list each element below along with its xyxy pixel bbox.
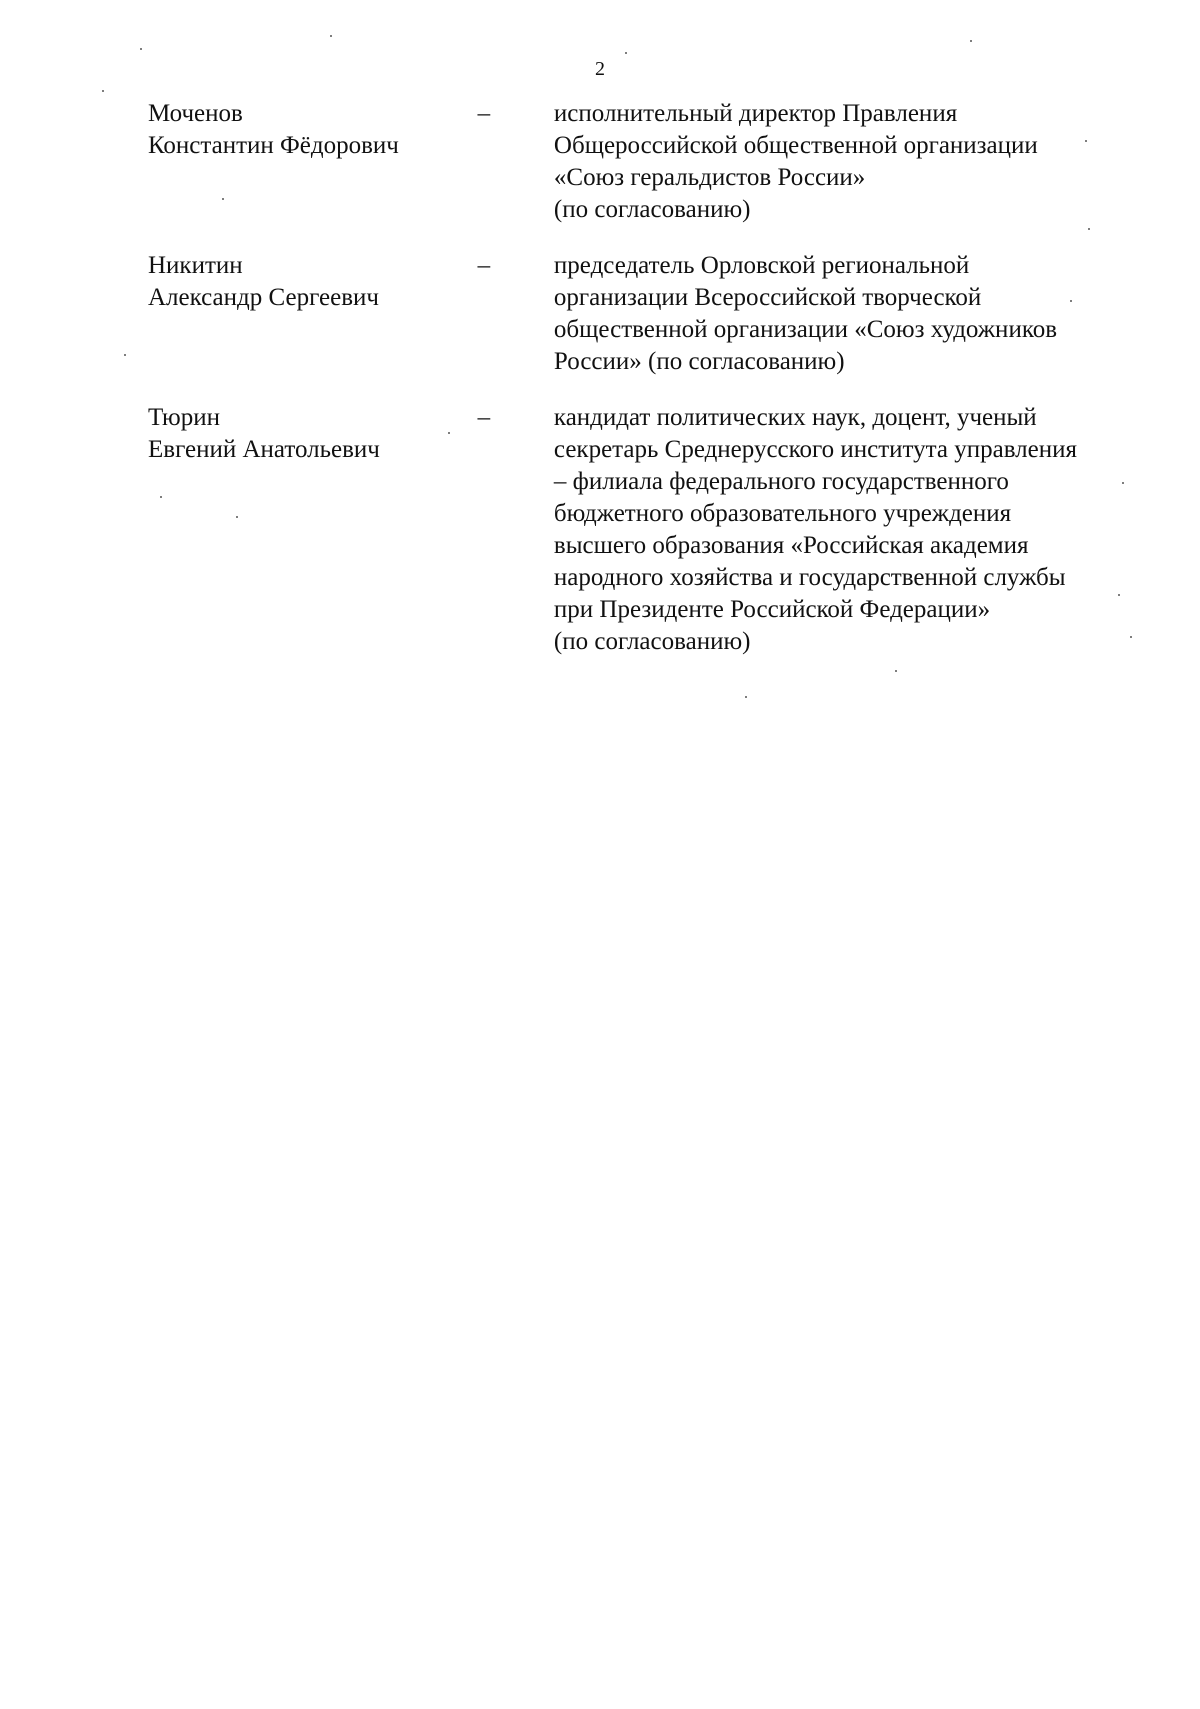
member-description xyxy=(554,250,1128,378)
member-entry xyxy=(148,402,1128,658)
member-given-names: Константин Фёдорович xyxy=(148,132,399,159)
member-name xyxy=(148,250,457,314)
member-list xyxy=(148,98,1128,658)
description-line: высшего образования «Российская академия xyxy=(553,532,1029,559)
description-line: бюджетного образовательного учреждения xyxy=(553,500,1012,527)
scan-speck xyxy=(1070,300,1072,302)
description-line: (по согласованию) xyxy=(553,196,751,223)
member-surname: Никитин xyxy=(148,252,243,279)
member-entry xyxy=(148,98,1128,226)
description-line: России» (по согласованию) xyxy=(553,348,845,375)
scan-speck xyxy=(160,496,162,498)
member-description xyxy=(554,402,1128,658)
scan-speck xyxy=(140,48,142,50)
scan-speck xyxy=(745,696,747,698)
description-line: (по согласованию) xyxy=(553,628,751,655)
page-number: 2 xyxy=(595,58,605,80)
scan-speck xyxy=(625,52,627,54)
description-line: кандидат политических наук, доцент, ученый xyxy=(553,404,1037,431)
description-line: Общероссийской общественной организации xyxy=(553,132,1038,159)
member-surname: Тюрин xyxy=(148,404,220,431)
member-given-names: Александр Сергеевич xyxy=(148,284,379,311)
scan-speck xyxy=(102,90,104,92)
member-description xyxy=(554,98,1128,226)
entry-dash: – xyxy=(477,252,491,279)
entry-dash: – xyxy=(477,100,491,127)
scan-speck xyxy=(124,354,126,356)
scan-speck xyxy=(222,198,224,200)
scan-speck xyxy=(1088,228,1090,230)
scan-speck xyxy=(448,432,450,434)
description-line: при Президенте Российской Федерации» xyxy=(553,596,991,623)
description-line: председатель Орловской региональной xyxy=(553,252,970,279)
scan-speck xyxy=(236,516,238,518)
member-name xyxy=(148,98,457,162)
scan-speck xyxy=(895,670,897,672)
scan-speck xyxy=(330,35,332,37)
member-entry xyxy=(148,250,1128,378)
description-line: – филиала федерального государственного xyxy=(553,468,1009,495)
scan-speck xyxy=(1085,140,1087,142)
scan-speck xyxy=(1130,636,1132,638)
member-given-names: Евгений Анатольевич xyxy=(148,436,380,463)
scan-speck xyxy=(1118,594,1120,596)
description-line: организации Всероссийской творческой xyxy=(553,284,982,311)
scan-speck xyxy=(970,40,972,42)
description-line: «Союз геральдистов России» xyxy=(553,164,866,191)
entry-dash: – xyxy=(477,404,491,431)
scan-speck xyxy=(1122,482,1124,484)
description-line: исполнительный директор Правления xyxy=(553,100,958,127)
description-line: народного хозяйства и государственной службы xyxy=(553,564,1066,591)
description-line: общественной организации «Союз художников xyxy=(553,316,1057,343)
member-surname: Моченов xyxy=(148,100,243,127)
member-name xyxy=(148,402,457,466)
description-line: секретарь Среднерусского института управления xyxy=(553,436,1078,463)
